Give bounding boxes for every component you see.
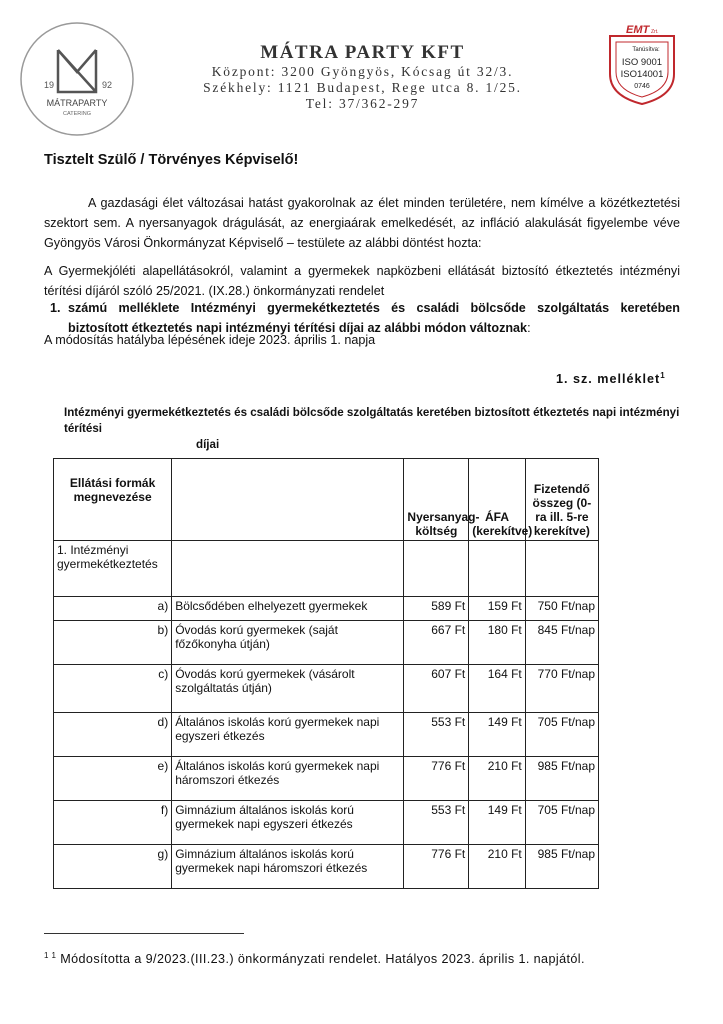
cert-brand: EMT (626, 24, 650, 36)
row-payable-amount: 985 Ft/nap (525, 845, 598, 889)
row-payable-amount: 750 Ft/nap (525, 597, 598, 621)
header-service-type: Ellátási formák megnevezése (54, 459, 172, 541)
table-row (54, 757, 599, 801)
row-payable-amount: 705 Ft/nap (525, 713, 598, 757)
company-header (150, 42, 575, 112)
table-title-line2: díjai (196, 438, 220, 451)
footnote-text: Módosította a 9/2023.(III.23.) önkormányzati rendelet. Hatályos 2023. április 1. napjától. (60, 952, 585, 967)
company-center-address: Központ: 3200 Gyöngyös, Kócsag út 32/3. (211, 64, 514, 79)
cert-iso-9001: ISO 9001 (621, 57, 663, 68)
section-label: 1. Intézményi gyermekétkeztetés (54, 541, 172, 597)
logo-year-right: 92 (102, 80, 113, 90)
fee-table (53, 458, 599, 889)
row-vat: 149 Ft (469, 713, 525, 757)
annex-footnote-ref: 1 (660, 371, 666, 380)
row-letter: g) (54, 845, 172, 889)
header-vat: ÁFA (kerekítve) (469, 459, 525, 541)
cert-label: Tanúsítva: (632, 47, 660, 53)
row-vat: 210 Ft (469, 845, 525, 889)
company-seat-address: Székhely: 1121 Budapest, Rege utca 8. 1/25. (203, 80, 522, 95)
footnote-marker: 1 1 (44, 951, 57, 960)
header-payable-amount: Fizetendő összeg (0-ra ill. 5-re kerekítve) (525, 459, 598, 541)
table-row (54, 597, 599, 621)
row-payable-amount: 845 Ft/nap (525, 621, 598, 665)
logo-name: MÁTRAPARTY (46, 98, 108, 108)
row-vat: 210 Ft (469, 757, 525, 801)
row-vat: 164 Ft (469, 665, 525, 713)
row-raw-material-cost: 607 Ft (404, 665, 469, 713)
company-phone: Tel: 37/362-297 (305, 96, 420, 111)
item-text: számú melléklete Intézményi gyermekétkeztetés és családi bölcsőde szolgáltatás keretében biztosított étkeztetés napi intézményi térítési díjai az alábbi módon változnak (68, 301, 680, 335)
row-letter: b) (54, 621, 172, 665)
row-raw-material-cost: 589 Ft (404, 597, 469, 621)
row-description: Gimnázium általános iskolás korú gyermekek napi háromszori étkezés (172, 845, 404, 889)
row-description: Óvodás korú gyermekek (saját főzőkonyha útján) (172, 621, 404, 665)
row-description: Általános iskolás korú gyermekek napi egyszeri étkezés (172, 713, 404, 757)
footnote (44, 951, 585, 966)
row-raw-material-cost: 776 Ft (404, 845, 469, 889)
row-raw-material-cost: 776 Ft (404, 757, 469, 801)
row-letter: d) (54, 713, 172, 757)
row-letter: c) (54, 665, 172, 713)
cert-iso-14001: ISO14001 (620, 69, 664, 80)
table-title (64, 405, 684, 453)
row-vat: 149 Ft (469, 801, 525, 845)
row-vat: 180 Ft (469, 621, 525, 665)
effective-date: A módosítás hatályba lépésének ideje 2023. április 1. napja (44, 333, 376, 347)
row-letter: f) (54, 801, 172, 845)
header-raw-material-cost: Nyersanyag-költség (404, 459, 469, 541)
row-description: Bölcsődében elhelyezett gyermekek (172, 597, 404, 621)
header-blank (172, 459, 404, 541)
row-raw-material-cost: 667 Ft (404, 621, 469, 665)
row-payable-amount: 770 Ft/nap (525, 665, 598, 713)
table-title-line1: Intézményi gyermekétkeztetés és családi bölcsőde szolgáltatás keretében biztosított étkeztetés napi intézményi térítési (64, 406, 680, 435)
row-raw-material-cost: 553 Ft (404, 713, 469, 757)
row-letter: a) (54, 597, 172, 621)
table-row (54, 801, 599, 845)
logo-year-left: 19 (44, 80, 55, 90)
row-description: Gimnázium általános iskolás korú gyermekek napi egyszeri étkezés (172, 801, 404, 845)
row-letter: e) (54, 757, 172, 801)
logo-sub: CATERING (62, 111, 92, 117)
annex-change-item (44, 298, 680, 338)
row-vat: 159 Ft (469, 597, 525, 621)
company-name: MÁTRA PARTY KFT (260, 42, 465, 63)
cert-brand-suffix: Zrt. (651, 29, 659, 35)
item-number: 1. (50, 301, 61, 315)
footnote-divider (44, 933, 244, 934)
row-raw-material-cost: 553 Ft (404, 801, 469, 845)
row-payable-amount: 985 Ft/nap (525, 757, 598, 801)
row-payable-amount: 705 Ft/nap (525, 801, 598, 845)
intro-paragraph: A gazdasági élet változásai hatást gyakorolnak az élet minden területére, nem kímélve a közétkeztetési szektort sem. A nyersanyagok drágulását, az energiaárak emelkedését, az infláció alakulását figyelembe véve Gyöngyös Városi Önkormányzat Képviselő – testülete az alábbi döntést hozta: (44, 196, 680, 250)
salutation: Tisztelt Szülő / Törvényes Képviselő! (44, 152, 299, 168)
row-description: Óvodás korú gyermekek (vásárolt szolgáltatás útján) (172, 665, 404, 713)
regulation-paragraph: A Gyermekjóléti alapellátásokról, valamint a gyermekek napközbeni ellátását biztosító étkeztetés intézményi térítési díjáról szóló 25/2021. (IX.28.) önkormányzati rendelet (44, 264, 680, 298)
emt-iso-certification-seal (606, 22, 678, 106)
table-row (54, 665, 599, 713)
annex-label (556, 371, 666, 386)
annex-label-text: 1. sz. melléklet (556, 372, 661, 387)
table-row (54, 621, 599, 665)
item-colon: : (527, 321, 531, 335)
matraparty-catering-logo (18, 20, 136, 138)
cert-number: 0746 (634, 83, 650, 90)
table-section-row (54, 541, 599, 597)
table-row (54, 845, 599, 889)
table-header-row (54, 459, 599, 541)
row-description: Általános iskolás korú gyermekek napi háromszori étkezés (172, 757, 404, 801)
table-row (54, 713, 599, 757)
